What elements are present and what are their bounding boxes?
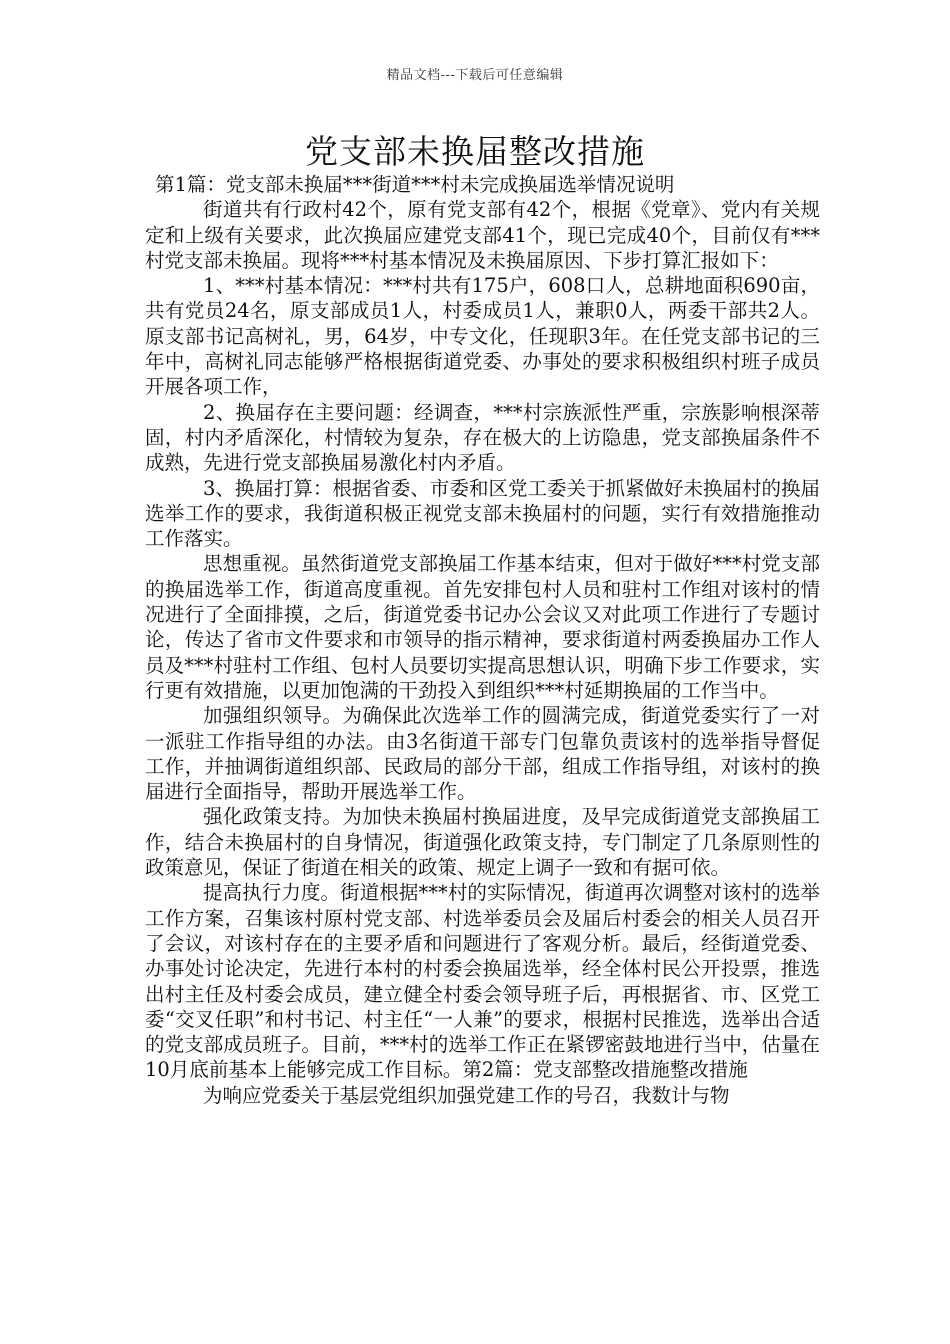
paragraph-main-problems: 2、换届存在主要问题：经调查，***村宗族派性严重，宗族影响根深蒂固，村内矛盾深化，村情较为复杂，存在极大的上访隐患，党支部换届条件不成熟，先进行党支部换届易激化村内矛盾。 [145,400,820,475]
header-note: 精品文档---下载后可任意编辑 [386,68,564,83]
paragraph-policy: 强化政策支持。为加快未换届村换届进度，及早完成街道党支部换届工作，结合未换届村的自身情况，街道强化政策支持，专门制定了几条原则性的政策意见，保证了街道在相关的政策、规定上调子一致和有据可依。 [145,805,820,880]
paragraph-intro: 街道共有行政村42个，原有党支部有42个，根据《党章》、党内有关规定和上级有关要求，此次换届应建党支部41个，现已完成40个，目前仅有***村党支部未换届。现将***村基本情况及未换届原因、下步打算汇报如下： [145,198,820,272]
paragraph-attention: 思想重视。虽然街道党支部换届工作基本结束，但对于做好***村党支部的换届选举工作，街道高度重视。首先安排包村人员和驻村工作组对该村的情况进行了全面排摸，之后，街道党委书记办公会议又对此项工作进行了专题讨论，传达了省市文件要求和市领导的指示精神，要求街道村两委换届办工作人员及***村驻村工作组、包村人员要切实提高思想认识，明确下步工作要求，实行更有效措施，以更加饱满的干劲投入到组织***村延期换届的工作当中。 [145,552,820,702]
paragraph-basic-info: 1、***村基本情况：***村共有175户，608口人，总耕地面积690亩，共有党员24名，原支部成员1人，村委成员1人，兼职0人，两委干部共2人。原支部书记高树礼，男，64岁，中专文化，任现职3年。在任党支部书记的三年中，高树礼同志能够严格根据街道党委、办事处的要求积极组织村班子成员开展各项工作， [145,274,820,399]
document-body [145,172,820,1108]
paragraph-plan: 3、换届打算：根据省委、市委和区党工委关于抓紧做好未换届村的换届选举工作的要求，我街道积极正视党支部未换届村的问题，实行有效措施推动工作落实。 [145,476,820,551]
paragraph-execution: 提高执行力度。街道根据***村的实际情况，街道再次调整对该村的选举工作方案，召集该村原村党支部、村选举委员会及届后村委会的相关人员召开了会议，对该村存在的主要矛盾和问题进行了客观分析。最后，经街道党委、办事处讨论决定，先进行本村的村委会换届选举，经全体村民公开投票，推选出村主任及村委会成员，建立健全村委会领导班子后，再根据省、市、区党工委“交叉任职”和村书记、村主任“一人兼”的要求，根据村民推选，选举出合适的党支部成员班子。目前，***村的选举工作正在紧锣密鼓地进行当中，估量在10月底前基本上能够完成工作目标。第2篇：党支部整改措施整改措施 [145,881,820,1082]
section-heading: 第1篇：党支部未换届***街道***村未完成换届选举情况说明 [155,173,675,196]
document-title: 党支部未换届整改措施 [305,132,645,171]
paragraph-leadership: 加强组织领导。为确保此次选举工作的圆满完成，街道党委实行了一对一派驻工作指导组的办法。由3名街道干部专门包靠负责该村的选举指导督促工作，并抽调街道组织部、民政局的部分干部，组成工作指导组，对该村的换届进行全面指导，帮助开展选举工作。 [145,704,820,804]
paragraph-section2-start: 为响应党委关于基层党组织加强党建工作的号召，我数计与物 [203,1083,730,1107]
